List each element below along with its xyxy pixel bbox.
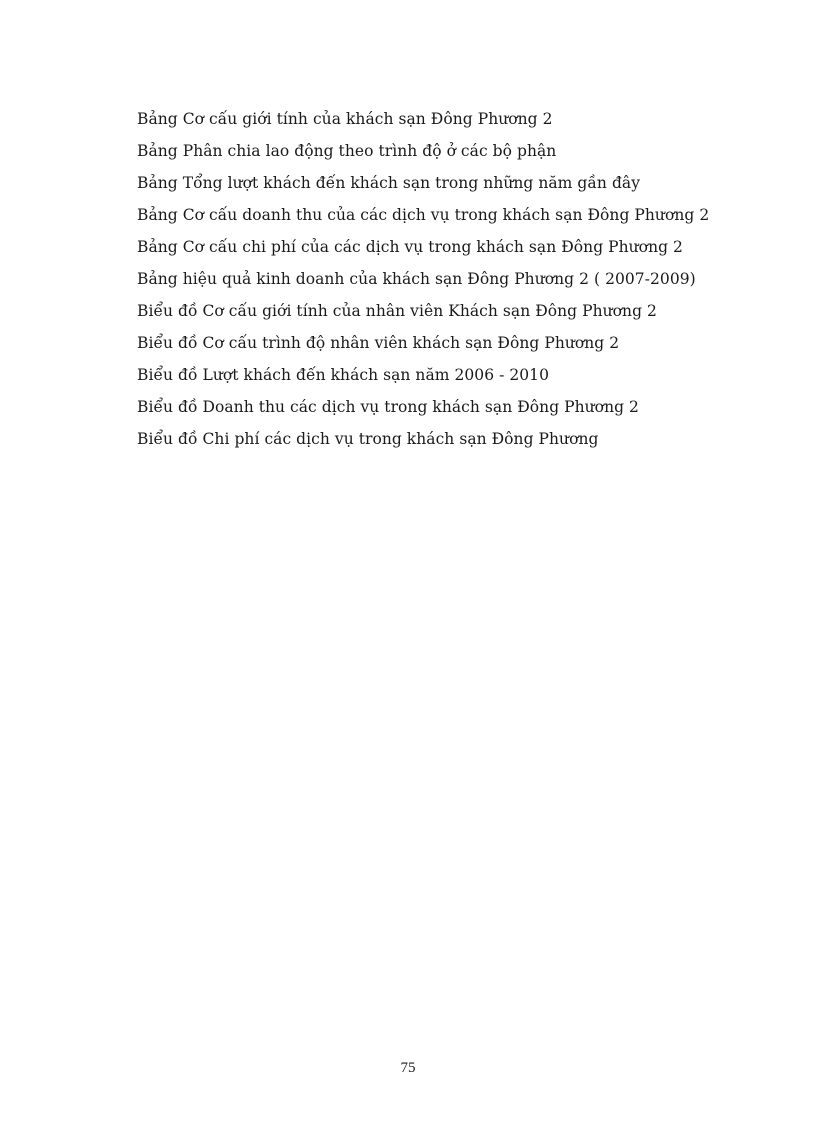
list-item: Bảng Cơ cấu doanh thu của các dịch vụ trong khách sạn Đông Phương 2 (137, 206, 710, 224)
list-item: Biểu đồ Chi phí các dịch vụ trong khách sạn Đông Phương (137, 430, 599, 448)
list-item: Bảng hiệu quả kinh doanh của khách sạn Đông Phương 2 ( 2007-2009) (137, 270, 696, 288)
list-item: Bảng Tổng lượt khách đến khách sạn trong những năm gần đây (137, 174, 641, 192)
page-number: 75 (400, 1060, 416, 1076)
list-item: Bảng Cơ cấu giới tính của khách sạn Đông Phương 2 (137, 110, 553, 128)
figure-table-list (137, 103, 777, 455)
list-item: Biểu đồ Cơ cấu giới tính của nhân viên Khách sạn Đông Phương 2 (137, 302, 657, 320)
list-item: Bảng Cơ cấu chi phí của các dịch vụ trong khách sạn Đông Phương 2 (137, 238, 683, 256)
list-item: Biểu đồ Cơ cấu trình độ nhân viên khách sạn Đông Phương 2 (137, 334, 620, 352)
list-item: Bảng Phân chia lao động theo trình độ ở các bộ phận (137, 142, 557, 160)
list-item: Biểu đồ Lượt khách đến khách sạn năm 2006 - 2010 (137, 366, 550, 384)
list-item: Biểu đồ Doanh thu các dịch vụ trong khách sạn Đông Phương 2 (137, 398, 639, 416)
